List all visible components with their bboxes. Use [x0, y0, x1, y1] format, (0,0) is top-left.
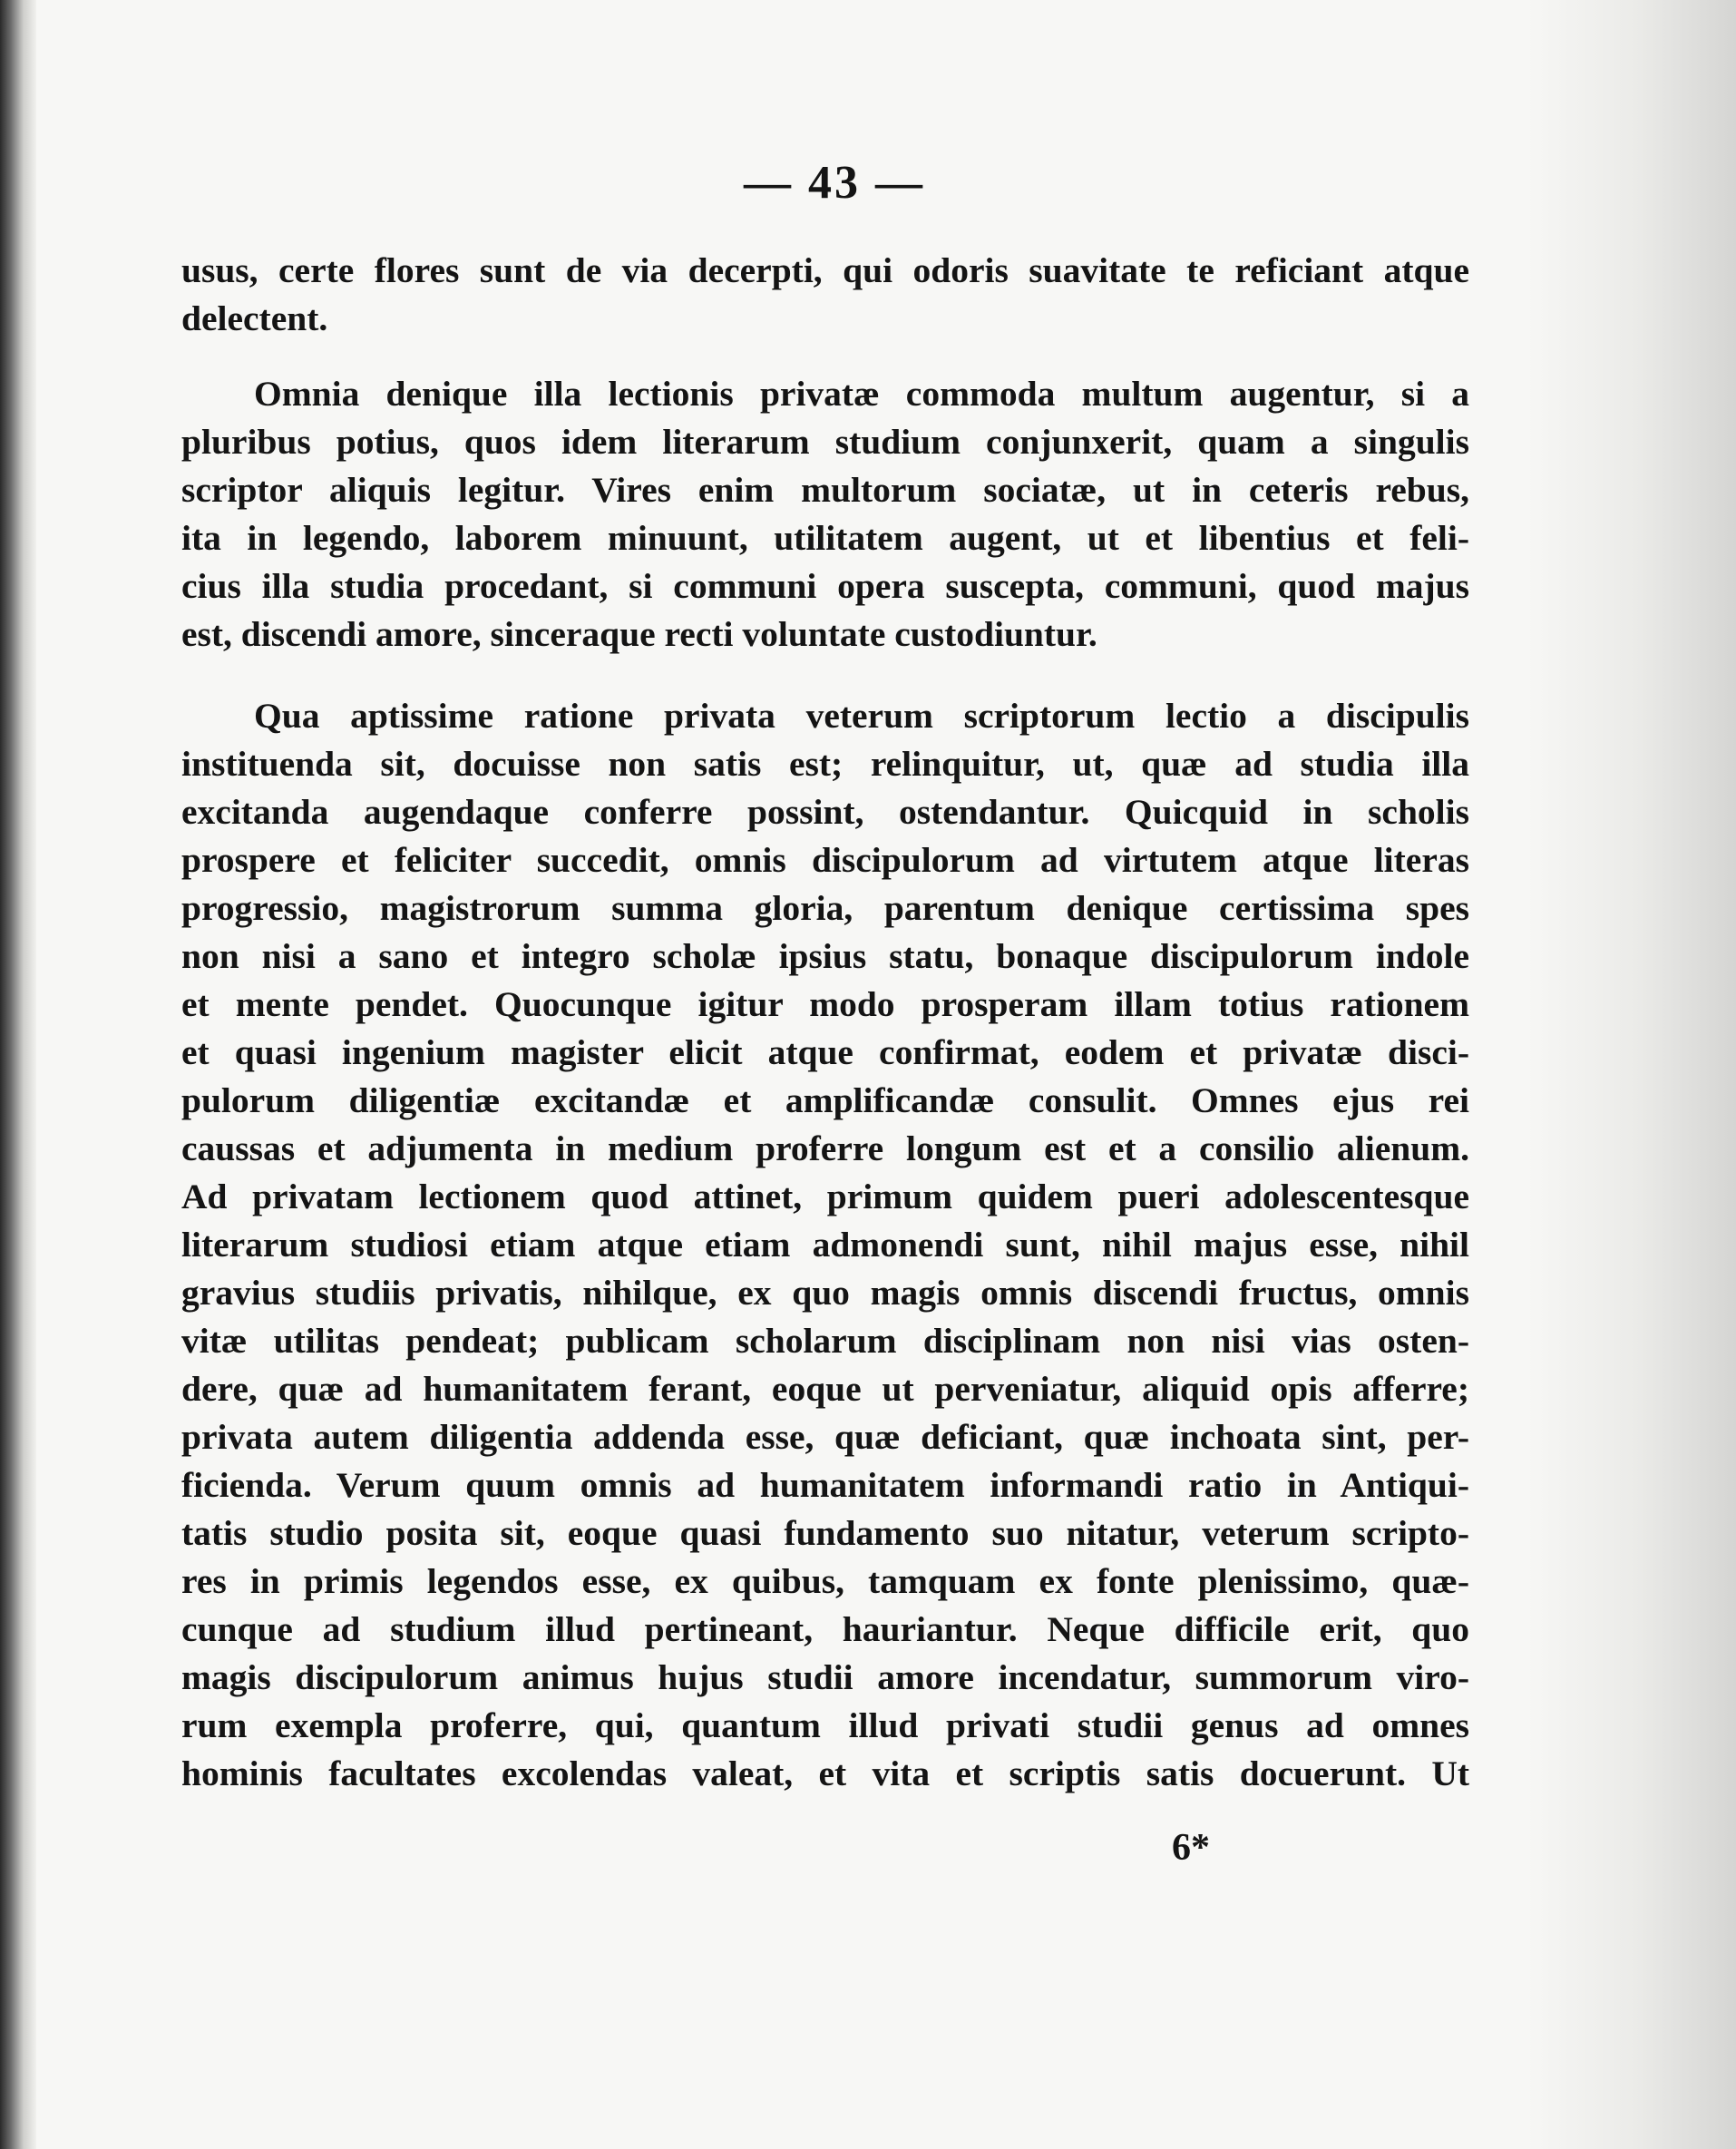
text-line: scriptor aliquis legitur. Vires enim multorum sociatæ, ut in ceteris rebus, — [181, 470, 1469, 510]
text-line: usus, certe flores sunt de via decerpti, qui odoris suavitate te reficiant atque — [181, 250, 1469, 290]
text-line: et mente pendet. Quocunque igitur modo prosperam illam totius rationem — [181, 984, 1469, 1024]
text-line: pluribus potius, quos idem literarum studium conjunxerit, quam a singulis — [181, 422, 1469, 462]
text-line: cunque ad studium illud pertineant, hauriantur. Neque difficile erit, quo — [181, 1609, 1469, 1649]
text-line: res in primis legendos esse, ex quibus, tamquam ex fonte plenissimo, quæ- — [181, 1561, 1469, 1601]
text-line: gravius studiis privatis, nihilque, ex quo magis omnis discendi fructus, omnis — [181, 1273, 1469, 1313]
paragraph-3 — [181, 692, 1469, 1798]
text-line: privata autem diligentia addenda esse, quæ deficiant, quæ inchoata sint, per- — [181, 1417, 1469, 1457]
text-line: Omnia denique illa lectionis privatæ commoda multum augentur, si a — [254, 374, 1469, 414]
text-line: hominis facultates excolendas valeat, et vita et scriptis satis docuerunt. Ut — [181, 1753, 1469, 1793]
signature-mark: 6* — [1172, 1827, 1210, 1869]
text-line: dere, quæ ad humanitatem ferant, eoque ut perveniatur, aliquid opis afferre; — [181, 1369, 1469, 1409]
text-line: et quasi ingenium magister elicit atque confirmat, eodem et privatæ disci- — [181, 1032, 1469, 1072]
text-line: tatis studio posita sit, eoque quasi fundamento suo nitatur, veterum scripto- — [181, 1513, 1469, 1553]
text-line: progressio, magistrorum summa gloria, parentum denique certissima spes — [181, 888, 1469, 928]
text-line: ita in legendo, laborem minuunt, utilitatem augent, ut et libentius et feli- — [181, 518, 1469, 558]
text-line: literarum studiosi etiam atque etiam admonendi sunt, nihil majus esse, nihil — [181, 1225, 1469, 1265]
text-line: magis discipulorum animus hujus studii amore incendatur, summorum viro- — [181, 1657, 1469, 1697]
text-line: est, discendi amore, sinceraque recti voluntate custodiuntur. — [181, 614, 1097, 654]
text-line: instituenda sit, docuisse non satis est; relinquitur, ut, quæ ad studia illa — [181, 744, 1469, 784]
text-line: Qua aptissime ratione privata veterum scriptorum lectio a discipulis — [254, 696, 1469, 736]
text-line: vitæ utilitas pendeat; publicam scholarum disciplinam non nisi vias osten- — [181, 1321, 1469, 1361]
text-line: rum exempla proferre, qui, quantum illud privati studii genus ad omnes — [181, 1705, 1469, 1745]
text-line: delectent. — [181, 298, 328, 338]
page-header: — 43 — — [744, 157, 925, 209]
text-line: prospere et feliciter succedit, omnis discipulorum ad virtutem atque literas — [181, 840, 1469, 880]
text-line: ficienda. Verum quum omnis ad humanitatem informandi ratio in Antiqui- — [181, 1465, 1469, 1505]
paragraph-1 — [181, 247, 1469, 343]
page-edge-shading — [1527, 0, 1736, 2149]
text-line: Ad privatam lectionem quod attinet, primum quidem pueri adolescentesque — [181, 1177, 1469, 1216]
text-line: non nisi a sano et integro scholæ ipsius statu, bonaque discipulorum indole — [181, 936, 1469, 976]
paragraph-2 — [181, 370, 1469, 659]
text-line: caussas et adjumenta in medium proferre longum est et a consilio alienum. — [181, 1128, 1469, 1168]
text-line: excitanda augendaque conferre possint, ostendantur. Quicquid in scholis — [181, 792, 1469, 832]
text-line: pulorum diligentiæ excitandæ et amplificandæ consulit. Omnes ejus rei — [181, 1080, 1469, 1120]
book-spine-shadow — [0, 0, 36, 2149]
text-line: cius illa studia procedant, si communi opera suscepta, communi, quod majus — [181, 566, 1469, 606]
